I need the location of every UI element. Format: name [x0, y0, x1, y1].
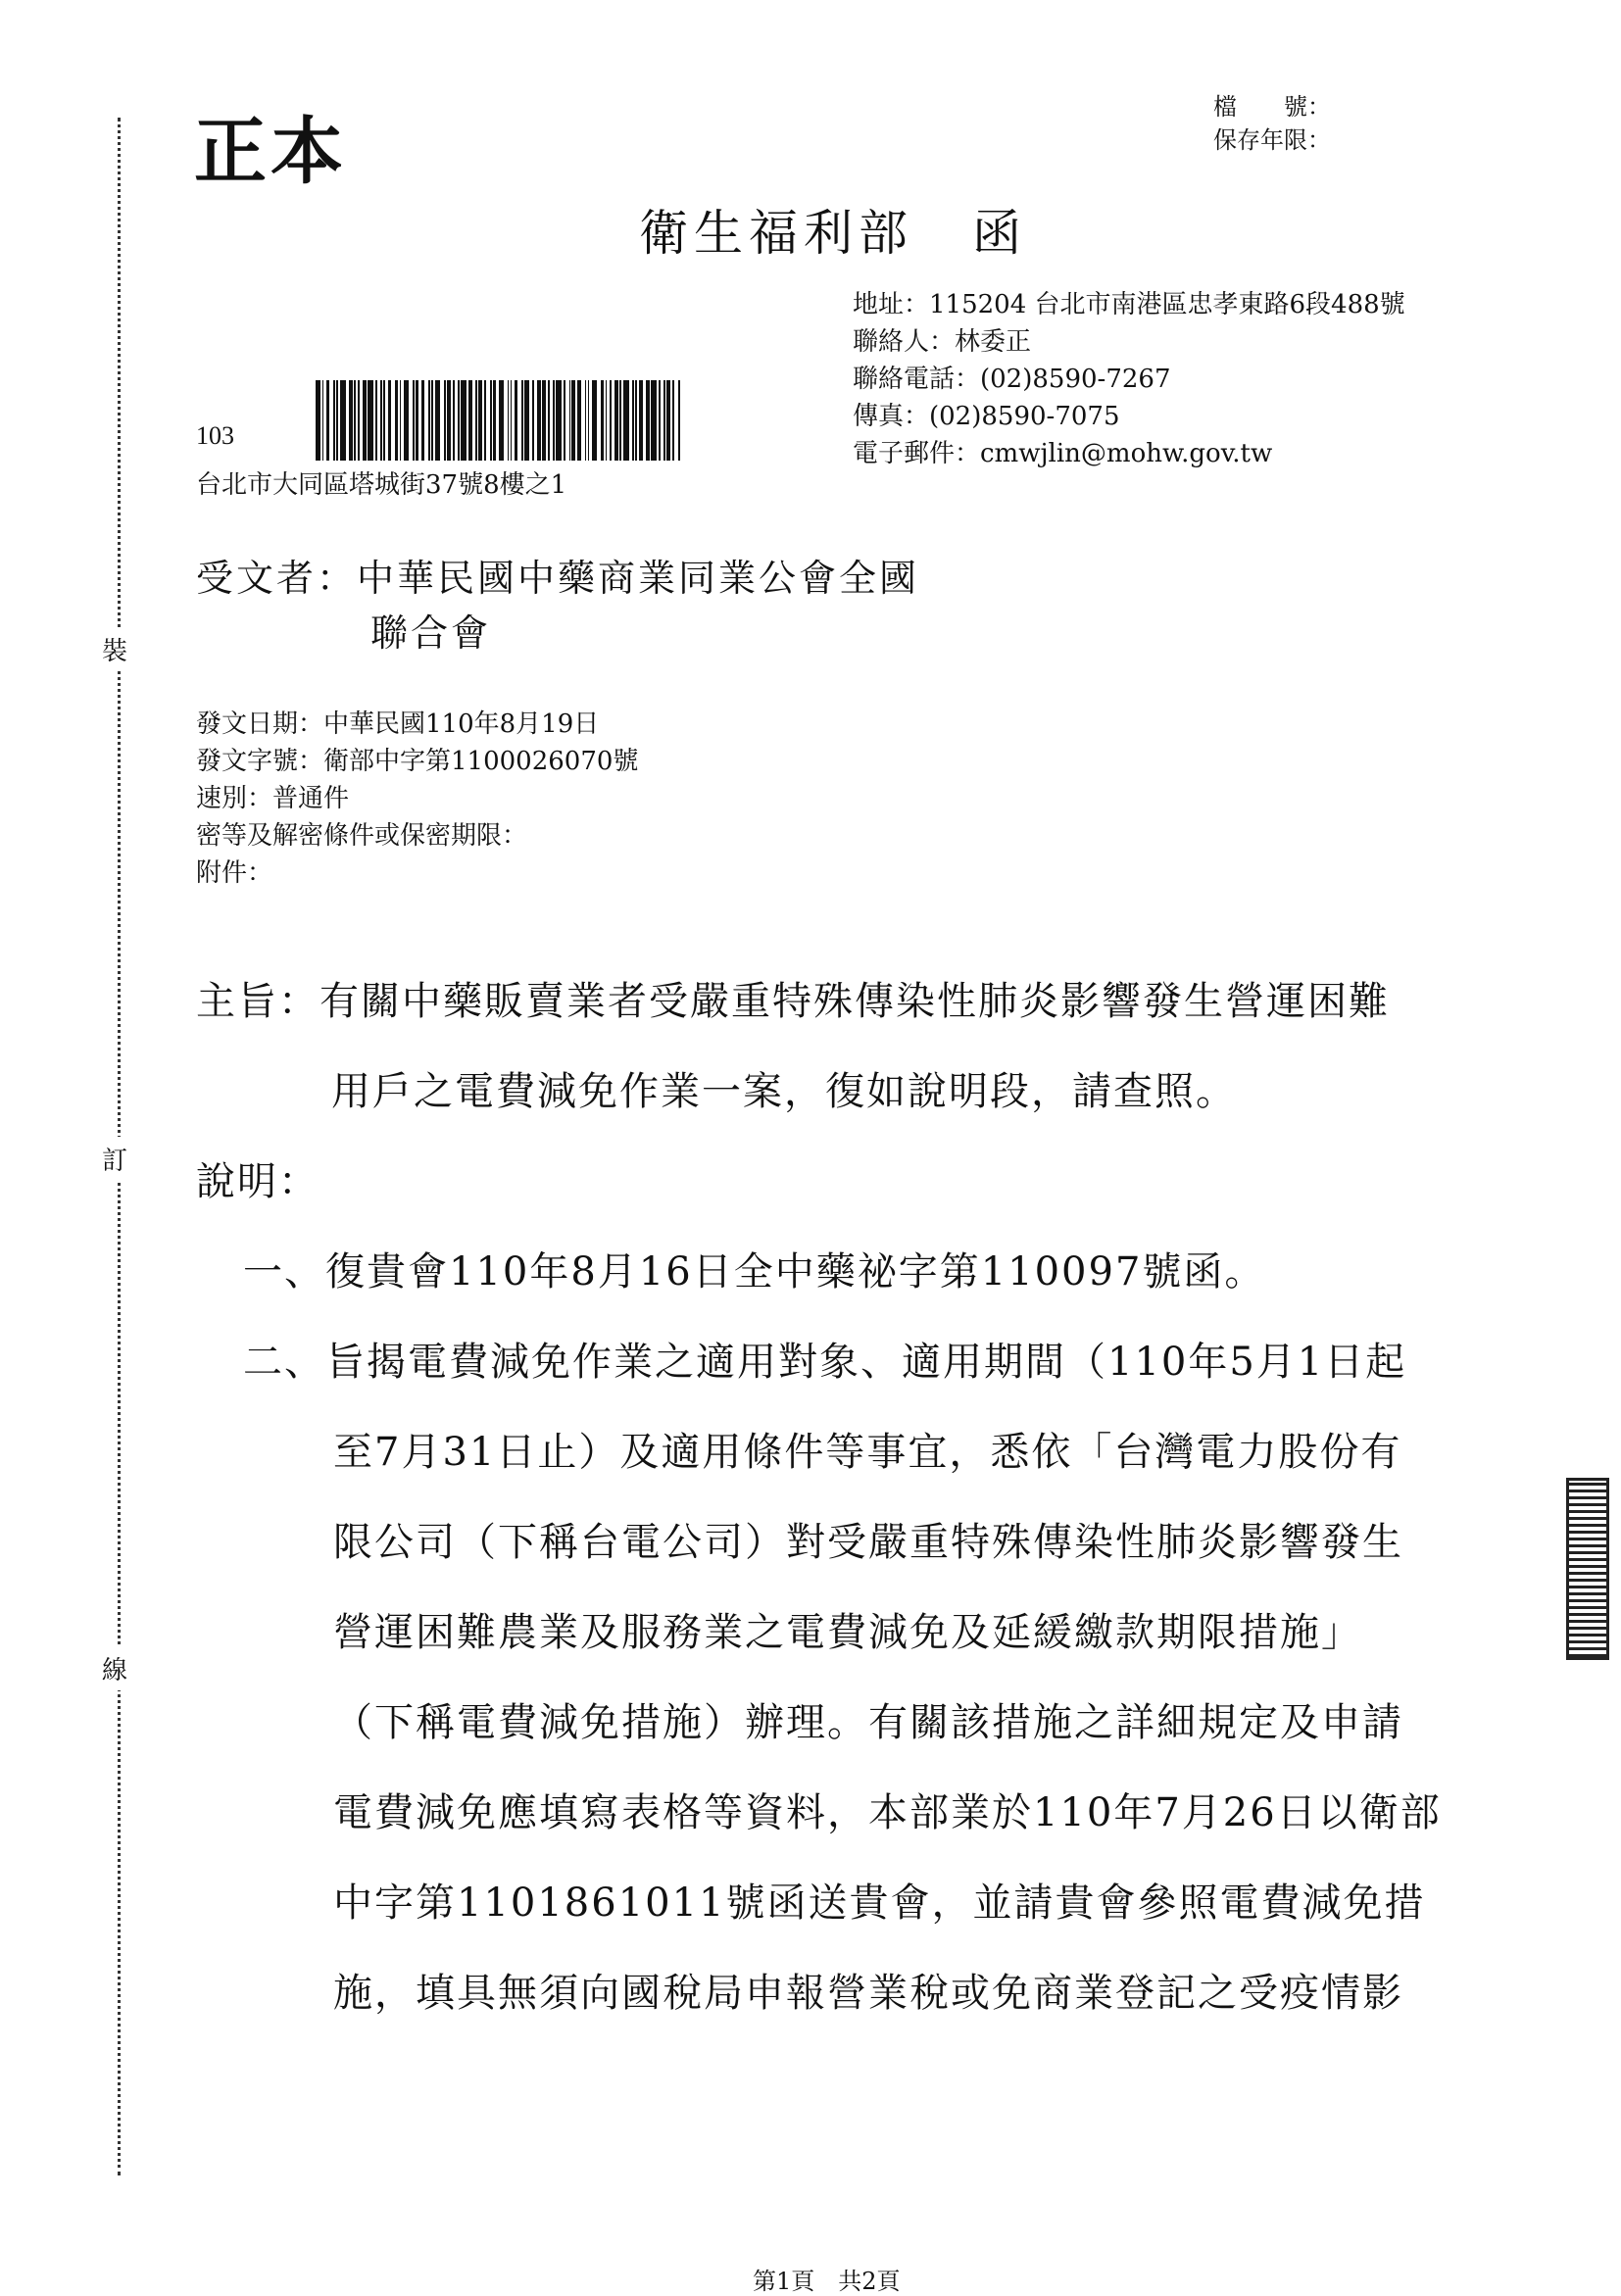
- item-2-line: 至7月31日止）及適用條件等事宜，悉依「台灣電力股份有: [333, 1430, 1402, 1475]
- barcode-bar: [326, 380, 330, 461]
- item-2-line: 電費減免應填寫表格等資料，本部業於110年7月26日以衛部: [333, 1790, 1442, 1835]
- barcode-bar: [478, 380, 482, 461]
- document-title: [639, 194, 1027, 265]
- barcode-bar: [435, 380, 440, 461]
- barcode-bar: [639, 380, 643, 461]
- barcode-bar: [672, 380, 674, 461]
- barcode-bar: [614, 380, 618, 461]
- barcode-bar: [490, 380, 492, 461]
- retention-label: 保存年限：: [1213, 126, 1331, 154]
- sender-address: 地址：115204 台北市南港區忠孝東路6段488號: [853, 290, 1405, 319]
- barcode-bar: [404, 380, 409, 461]
- sender-phone: 聯絡電話：(02)8590-7267: [853, 365, 1171, 394]
- agency-name: 衛生福利部: [639, 205, 913, 262]
- barcode-bar: [588, 380, 590, 461]
- barcode-bar: [375, 380, 377, 461]
- barcode-bar: [322, 380, 324, 461]
- item-2-line: 二、旨揭電費減免作業之適用對象、適用期間（110年5月1日起: [243, 1340, 1407, 1385]
- barcode-bar: [468, 380, 472, 461]
- binding-mark-ding: 訂: [102, 1137, 127, 1181]
- barcode-bar: [592, 380, 597, 461]
- barcode-bar: [499, 380, 504, 461]
- barcode-bar: [380, 380, 382, 461]
- barcode-bar: [646, 380, 650, 461]
- recipient-address: 台北市大同區塔城街37號8樓之1: [196, 470, 567, 500]
- document-body: [196, 970, 1470, 2052]
- barcode-bar: [416, 380, 419, 461]
- barcode-bar: [678, 380, 680, 461]
- barcode-bar: [659, 380, 661, 461]
- barcode-bar: [521, 380, 523, 461]
- subject-line-2: 用戶之電費減免作業一案，復如說明段，請查照。: [331, 1069, 1237, 1114]
- item-2-line: 中字第1101861011號函送貴會，並請貴會參照電費減免措: [333, 1881, 1426, 1926]
- barcode-bar: [447, 380, 451, 461]
- original-copy-stamp: 正本: [194, 110, 347, 194]
- sender-contact: 聯絡人：林委正: [853, 327, 1032, 357]
- barcode-bar: [635, 380, 637, 461]
- file-meta: [1213, 90, 1331, 157]
- barcode-bar: [623, 380, 628, 461]
- attachment: 附件：: [196, 858, 273, 888]
- page-number: 第1頁 共2頁: [753, 2268, 901, 2295]
- barcode-bar: [363, 380, 367, 461]
- postcode: 103: [196, 421, 234, 450]
- barcode-bar: [461, 380, 466, 461]
- barcode-bar: [569, 380, 571, 461]
- barcode-bar: [349, 380, 353, 461]
- barcode-bar: [542, 380, 546, 461]
- barcode-bar: [340, 380, 345, 461]
- barcode-bar: [515, 380, 518, 461]
- recipient: [196, 551, 919, 660]
- barcode-bar: [610, 380, 612, 461]
- barcode-bar: [383, 380, 385, 461]
- barcode-bar: [548, 380, 550, 461]
- barcode-bar: [368, 380, 372, 461]
- item-2-line: 營運困難農業及服務業之電費減免及延緩繳款期限措施」: [333, 1610, 1362, 1655]
- barcode-bar: [354, 380, 356, 461]
- document-type: 函: [972, 205, 1027, 262]
- barcode-bar: [601, 380, 605, 461]
- item-2-line: （下稱電費減免措施）辦理。有關該措施之詳細規定及申請: [333, 1700, 1403, 1745]
- barcode-bar: [388, 380, 392, 461]
- barcode-bar: [431, 380, 433, 461]
- explanation-label: 說明：: [196, 1159, 319, 1204]
- barcode-bar: [632, 380, 634, 461]
- barcode-bar: [663, 380, 665, 461]
- barcode-bar: [585, 380, 587, 461]
- barcode-bar: [619, 380, 621, 461]
- binding-mark-xian: 線: [102, 1646, 127, 1690]
- recipient-line-1: 受文者：中華民國中藥商業同業公會全國: [196, 557, 920, 600]
- sender-fax: 傳真：(02)8590-7075: [853, 402, 1120, 431]
- file-number-label: 檔 號：: [1213, 93, 1331, 121]
- barcode-bar: [453, 380, 455, 461]
- barcode-bar: [428, 380, 430, 461]
- binding-mark-zhuang: 裝: [102, 627, 127, 671]
- barcode-bar: [400, 380, 402, 461]
- barcode-bar: [444, 380, 446, 461]
- barcode-bar: [336, 380, 338, 461]
- document-meta: [196, 706, 638, 892]
- barcode-bar: [508, 380, 510, 461]
- speed-class: 速別：普通件: [196, 784, 350, 813]
- recipient-line-2: 聯合會: [370, 611, 492, 655]
- barcode-bar: [333, 380, 335, 461]
- barcode-bar: [577, 380, 581, 461]
- issue-date: 發文日期：中華民國110年8月19日: [196, 709, 600, 739]
- secrecy-level: 密等及解密條件或保密期限：: [196, 821, 528, 851]
- barcode-bar: [556, 380, 561, 461]
- subject-line-1: 主旨：有關中藥販賣業者受嚴重特殊傳染性肺炎影響發生營運困難: [196, 979, 1390, 1024]
- item-1: 一、復貴會110年8月16日全中藥祕字第110097號函。: [243, 1249, 1266, 1295]
- barcode-bar: [532, 380, 534, 461]
- receipt-stamp-icon: [1566, 1478, 1609, 1660]
- barcode: [316, 380, 688, 461]
- barcode-bar: [571, 380, 575, 461]
- barcode-bar: [606, 380, 608, 461]
- sender-email: 電子郵件：cmwjlin@mohw.gov.tw: [853, 439, 1273, 468]
- barcode-bar: [421, 380, 425, 461]
- barcode-bar: [564, 380, 565, 461]
- barcode-bar: [666, 380, 670, 461]
- item-2-line: 施，填具無須向國稅局申報營業稅或免商業登記之受疫情影: [333, 1971, 1403, 2016]
- barcode-bar: [316, 380, 320, 461]
- barcode-bar: [553, 380, 555, 461]
- barcode-bar: [537, 380, 541, 461]
- barcode-bar: [651, 380, 656, 461]
- barcode-bar: [458, 380, 460, 461]
- sender-info: [853, 286, 1405, 472]
- barcode-bar: [493, 380, 497, 461]
- item-2-line: 限公司（下稱台電公司）對受嚴重特殊傳染性肺炎影響發生: [333, 1520, 1403, 1565]
- barcode-bar: [413, 380, 415, 461]
- barcode-bar: [511, 380, 513, 461]
- barcode-bar: [358, 380, 360, 461]
- barcode-bar: [484, 380, 486, 461]
- issue-number: 發文字號：衛部中字第1100026070號: [196, 747, 639, 776]
- barcode-bar: [475, 380, 477, 461]
- barcode-bar: [524, 380, 529, 461]
- barcode-bar: [395, 380, 399, 461]
